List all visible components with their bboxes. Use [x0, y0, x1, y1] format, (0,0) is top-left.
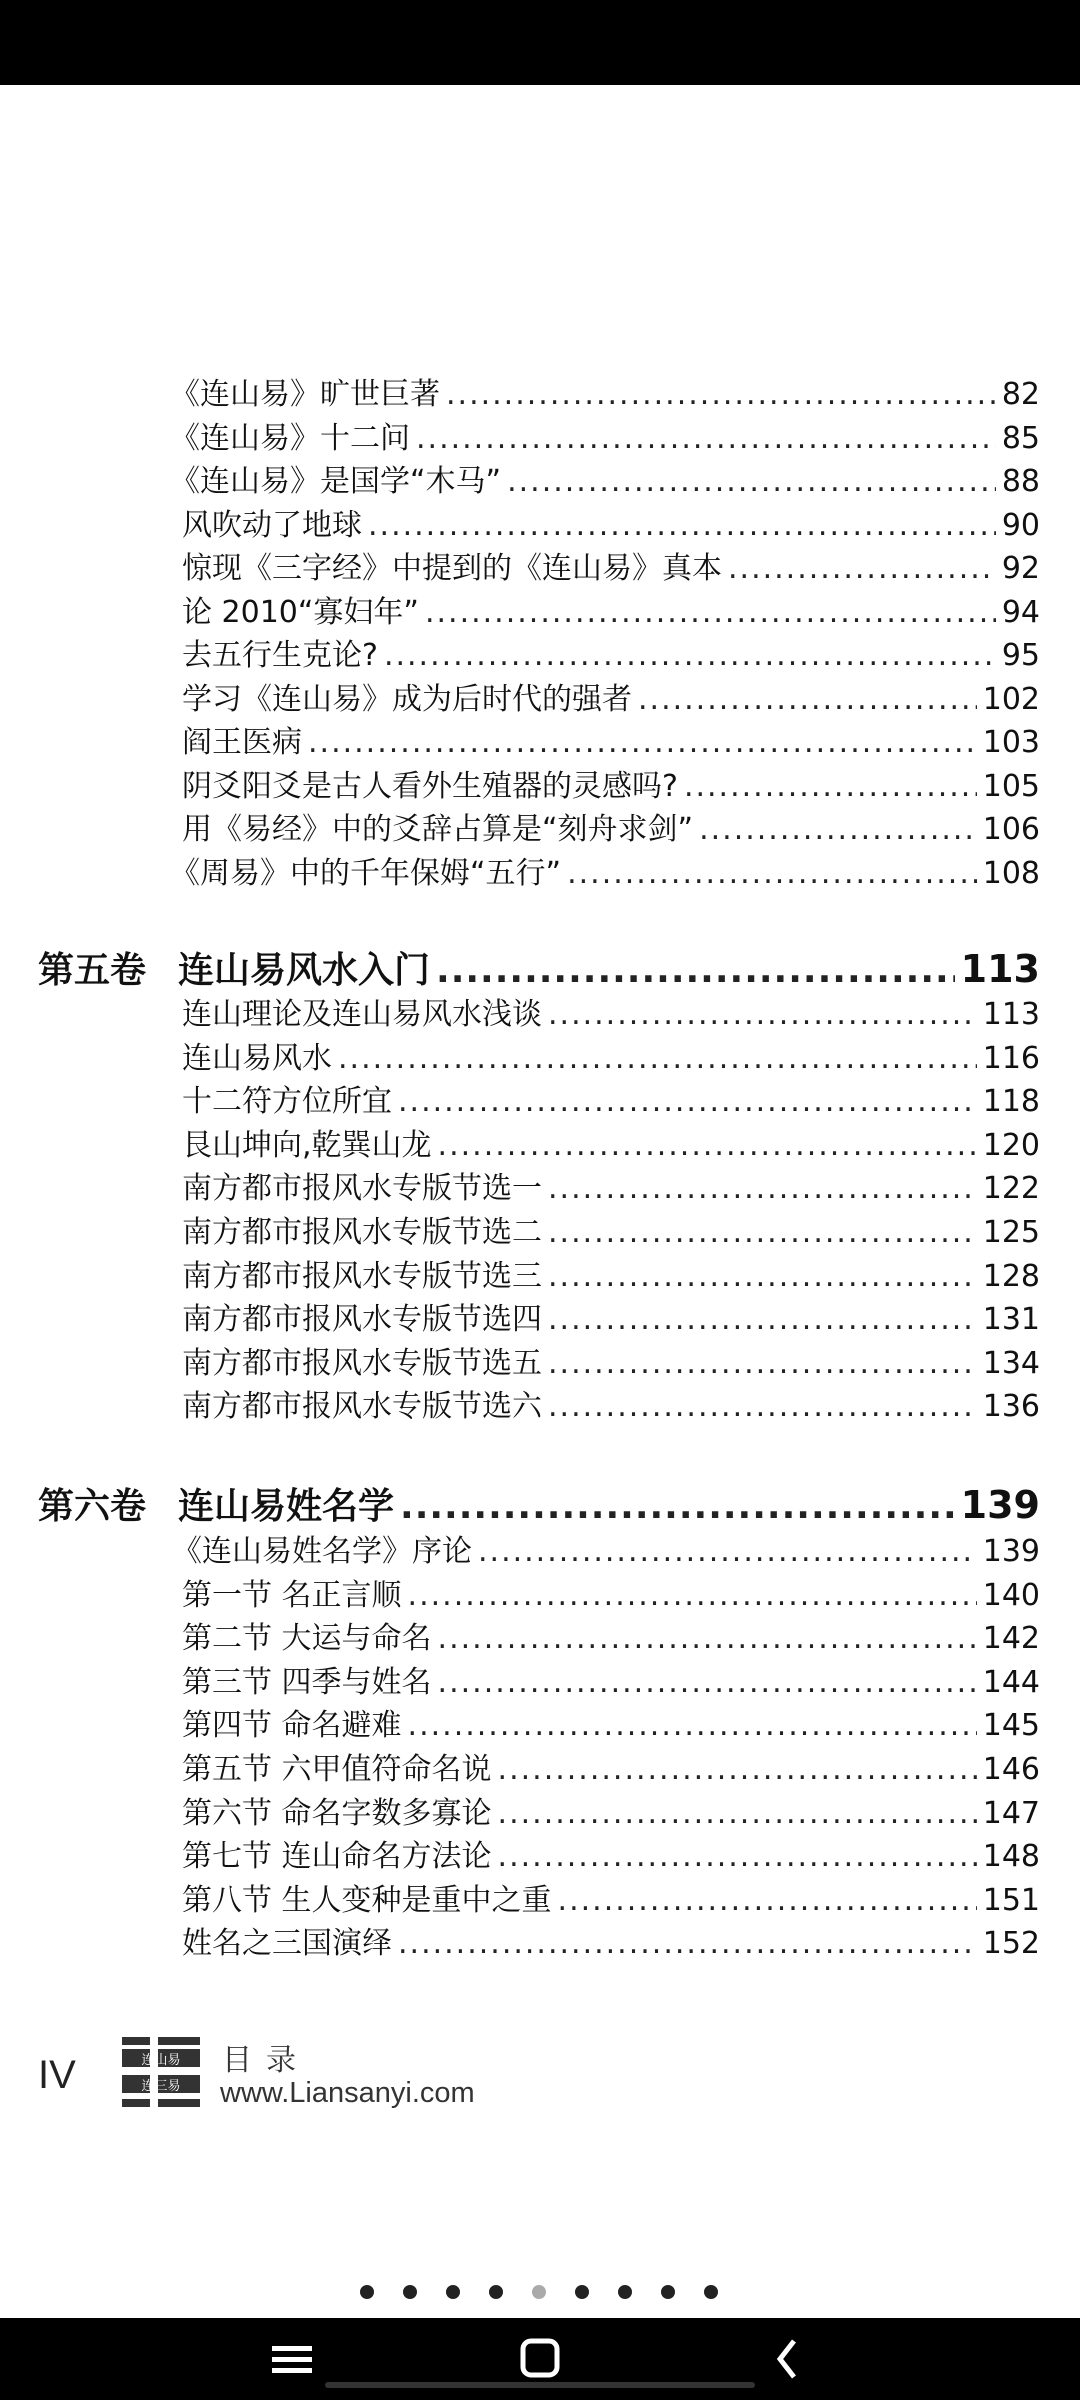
toc-entry-page: 146	[982, 1752, 1040, 1787]
toc-entry-page: 136	[982, 1389, 1040, 1425]
toc-entry[interactable]	[182, 1387, 1040, 1427]
toc-entry-title: 用《易经》中的爻辞占算是“刻舟求剑”	[182, 812, 694, 847]
toc-entry[interactable]	[170, 375, 1040, 415]
logo-icon	[122, 2037, 200, 2111]
leader-dots	[498, 1837, 977, 1877]
toc-entry-page: 94	[1001, 594, 1040, 630]
leader-dots	[728, 549, 996, 589]
back-chevron-icon[interactable]	[758, 2332, 818, 2386]
toc-entry-title: 阴爻阳爻是古人看外生殖器的灵感吗?	[182, 768, 678, 804]
toc-entry-page: 152	[982, 1926, 1040, 1962]
toc-entry-title: 连山理论及连山易风水浅谈	[182, 997, 542, 1032]
toc-entry-page: 88	[1001, 464, 1040, 499]
toc-entry-page: 147	[982, 1795, 1040, 1831]
toc-entry[interactable]	[172, 1532, 1040, 1572]
toc-entry[interactable]	[182, 1082, 1040, 1122]
toc-entry-page: 92	[1001, 551, 1040, 586]
toc-entry[interactable]	[170, 854, 1040, 894]
toc-entry[interactable]	[182, 1837, 1040, 1877]
toc-entry-page: 116	[982, 1040, 1040, 1076]
toc-entry-page: 85	[1001, 420, 1040, 456]
toc-entry[interactable]	[182, 680, 1040, 720]
toc-entry-title: 南方都市报风水专版节选六	[182, 1389, 542, 1425]
menu-lines-icon[interactable]	[262, 2332, 322, 2386]
toc-entry-title: 艮山坤向,乾巽山龙	[182, 1127, 432, 1163]
volume-label: 第五卷	[38, 950, 147, 991]
toc-entry-title: 第八节 生人变种是重中之重	[182, 1882, 552, 1918]
toc-entry[interactable]	[182, 1257, 1040, 1297]
toc-entry-title: 第二节 大运与命名	[182, 1621, 432, 1657]
toc-entry-page: 95	[1001, 638, 1040, 673]
toc-entry-page: 120	[982, 1127, 1040, 1163]
toc-entry-title: 《连山易》旷世巨著	[170, 377, 440, 412]
page-dot[interactable]	[403, 2285, 417, 2299]
toc-entry-page: 122	[982, 1171, 1040, 1207]
toc-entry[interactable]	[182, 767, 1040, 807]
toc-entry-title: 第六节 命名字数多寡论	[182, 1795, 492, 1831]
toc-entry[interactable]	[182, 636, 1040, 676]
leader-dots	[338, 1039, 977, 1079]
page-dot[interactable]	[360, 2285, 374, 2299]
toc-entry-title: 第七节 连山命名方法论	[182, 1839, 492, 1875]
gesture-handle	[325, 2382, 755, 2388]
toc-entry-page: 148	[982, 1839, 1040, 1875]
logo-text-bottom: 连三易	[141, 2079, 181, 2094]
leader-dots	[498, 1750, 977, 1790]
page-dot[interactable]	[489, 2285, 503, 2299]
toc-entry-title: 第五节 六甲值符命名说	[182, 1752, 492, 1787]
section-title: 连山易姓名学	[178, 1486, 395, 1527]
toc-entry[interactable]	[170, 462, 1040, 502]
leader-dots	[438, 1663, 977, 1703]
home-square-icon[interactable]	[510, 2332, 570, 2386]
toc-entry[interactable]	[182, 1794, 1040, 1834]
toc-entry-page: 125	[982, 1215, 1040, 1250]
document-page[interactable]	[0, 85, 1080, 2318]
toc-entry-page: 134	[982, 1345, 1040, 1381]
toc-entry-page: 102	[982, 681, 1040, 717]
toc-entry[interactable]	[182, 1213, 1040, 1253]
toc-entry[interactable]	[182, 1576, 1040, 1616]
leader-dots	[368, 506, 996, 546]
toc-entry[interactable]	[182, 1169, 1040, 1209]
leader-dots	[548, 1300, 977, 1340]
toc-entry-title: 风吹动了地球	[182, 507, 362, 543]
toc-entry-title: 去五行生克论?	[182, 638, 378, 673]
leader-dots	[548, 1387, 977, 1427]
section-title: 连山易风水入门	[178, 950, 431, 991]
toc-entry-page: 82	[1001, 377, 1040, 412]
page-dot[interactable]	[661, 2285, 675, 2299]
leader-dots	[308, 723, 977, 763]
toc-section-heading[interactable]	[38, 1481, 1040, 1531]
leader-dots	[398, 1082, 977, 1122]
page-dot[interactable]	[618, 2285, 632, 2299]
leader-dots	[384, 636, 996, 676]
page-dot[interactable]	[532, 2285, 546, 2299]
page-dot[interactable]	[575, 2285, 589, 2299]
toc-entry-title: 第一节 名正言顺	[182, 1577, 402, 1613]
leader-dots	[638, 680, 977, 720]
leader-dots	[425, 593, 996, 633]
toc-entry-title: 学习《连山易》成为后时代的强者	[182, 681, 632, 717]
toc-entry-title: 南方都市报风水专版节选五	[182, 1345, 542, 1381]
toc-entry-title: 十二符方位所宜	[182, 1084, 392, 1120]
toc-entry-title: 阎王医病	[182, 725, 302, 760]
toc-entry[interactable]	[182, 1344, 1040, 1384]
leader-dots	[548, 1169, 977, 1209]
volume-label: 第六卷	[38, 1486, 147, 1527]
toc-entry[interactable]	[182, 1300, 1040, 1340]
leader-dots	[567, 854, 977, 894]
toc-entry[interactable]	[182, 1881, 1040, 1921]
section-page: 113	[960, 947, 1040, 991]
toc-entry-title: 姓名之三国演绎	[182, 1926, 392, 1962]
leader-dots	[438, 1126, 977, 1166]
leader-dots	[507, 462, 996, 502]
toc-entry-page: 90	[1001, 507, 1040, 543]
leader-dots	[400, 1483, 955, 1531]
toc-entry-page: 131	[982, 1302, 1040, 1338]
toc-entry-page: 106	[982, 812, 1040, 847]
leader-dots	[558, 1881, 977, 1921]
leader-dots	[498, 1794, 977, 1834]
toc-entry[interactable]	[182, 1663, 1040, 1703]
toc-entry-title: 第四节 命名避难	[182, 1708, 402, 1744]
leader-dots	[408, 1576, 977, 1616]
toc-entry[interactable]	[170, 419, 1040, 459]
toc-entry-title: 惊现《三字经》中提到的《连山易》真本	[182, 551, 722, 586]
toc-entry-title: 论 2010“寡妇年”	[182, 594, 419, 630]
toc-entry-page: 145	[982, 1708, 1040, 1744]
toc-entry[interactable]	[182, 723, 1040, 763]
toc-entry-page: 144	[982, 1664, 1040, 1700]
toc-entry-title: 南方都市报风水专版节选二	[182, 1215, 542, 1250]
toc-entry-title: 《周易》中的千年保姆“五行”	[170, 855, 562, 891]
leader-dots	[416, 419, 996, 459]
toc-entry-title: 南方都市报风水专版节选四	[182, 1302, 542, 1338]
toc-entry-title: 连山易风水	[182, 1040, 332, 1076]
logo-text-top: 连山易	[141, 2053, 181, 2068]
toc-entry[interactable]	[182, 1619, 1040, 1659]
toc-entry-page: 113	[982, 997, 1040, 1032]
leader-dots	[398, 1924, 977, 1964]
toc-entry-title: 《连山易》是国学“木马”	[170, 464, 502, 499]
toc-entry[interactable]	[182, 1039, 1040, 1079]
leader-dots	[478, 1532, 977, 1572]
toc-entry-title: 《连山易姓名学》序论	[172, 1534, 472, 1569]
toc-entry-page: 105	[982, 768, 1040, 804]
leader-dots	[438, 1619, 977, 1659]
toc-entry[interactable]	[182, 506, 1040, 546]
toc-entry-page: 140	[982, 1577, 1040, 1613]
page-dot[interactable]	[704, 2285, 718, 2299]
toc-entry[interactable]	[182, 1706, 1040, 1746]
navigation-bar	[0, 2318, 1080, 2400]
toc-entry[interactable]	[182, 995, 1040, 1035]
toc-entry-title: 《连山易》十二问	[170, 420, 410, 456]
toc-entry[interactable]	[182, 1126, 1040, 1166]
page-number-roman: IV	[38, 2053, 76, 2097]
page-dot[interactable]	[446, 2285, 460, 2299]
toc-entry[interactable]	[182, 593, 1040, 633]
leader-dots	[446, 375, 996, 415]
leader-dots	[548, 1257, 977, 1297]
leader-dots	[684, 767, 977, 807]
leader-dots	[436, 947, 955, 995]
leader-dots	[408, 1706, 977, 1746]
leader-dots	[548, 1213, 977, 1253]
toc-entry-title: 南方都市报风水专版节选三	[182, 1258, 542, 1294]
toc-entry[interactable]	[182, 1750, 1040, 1790]
leader-dots	[548, 995, 977, 1035]
toc-entry-page: 103	[982, 725, 1040, 760]
section-page: 139	[960, 1483, 1040, 1527]
leader-dots	[548, 1344, 977, 1384]
toc-entry-title: 南方都市报风水专版节选一	[182, 1171, 542, 1207]
footer-section-label: 目录	[222, 2043, 310, 2078]
toc-entry[interactable]	[182, 810, 1040, 850]
toc-section-heading[interactable]	[38, 945, 1040, 995]
toc-entry[interactable]	[182, 549, 1040, 589]
toc-entry-page: 142	[982, 1621, 1040, 1657]
footer-url: www.Liansanyi.com	[220, 2077, 475, 2109]
toc-entry-page: 139	[982, 1534, 1040, 1569]
toc-entry-page: 118	[982, 1084, 1040, 1120]
toc-entry-page: 128	[982, 1258, 1040, 1294]
leader-dots	[699, 810, 977, 850]
status-bar	[0, 0, 1080, 85]
toc-entry-title: 第三节 四季与姓名	[182, 1664, 432, 1700]
toc-entry-page: 108	[982, 855, 1040, 891]
toc-entry[interactable]	[182, 1924, 1040, 1964]
toc-entry-page: 151	[982, 1882, 1040, 1918]
